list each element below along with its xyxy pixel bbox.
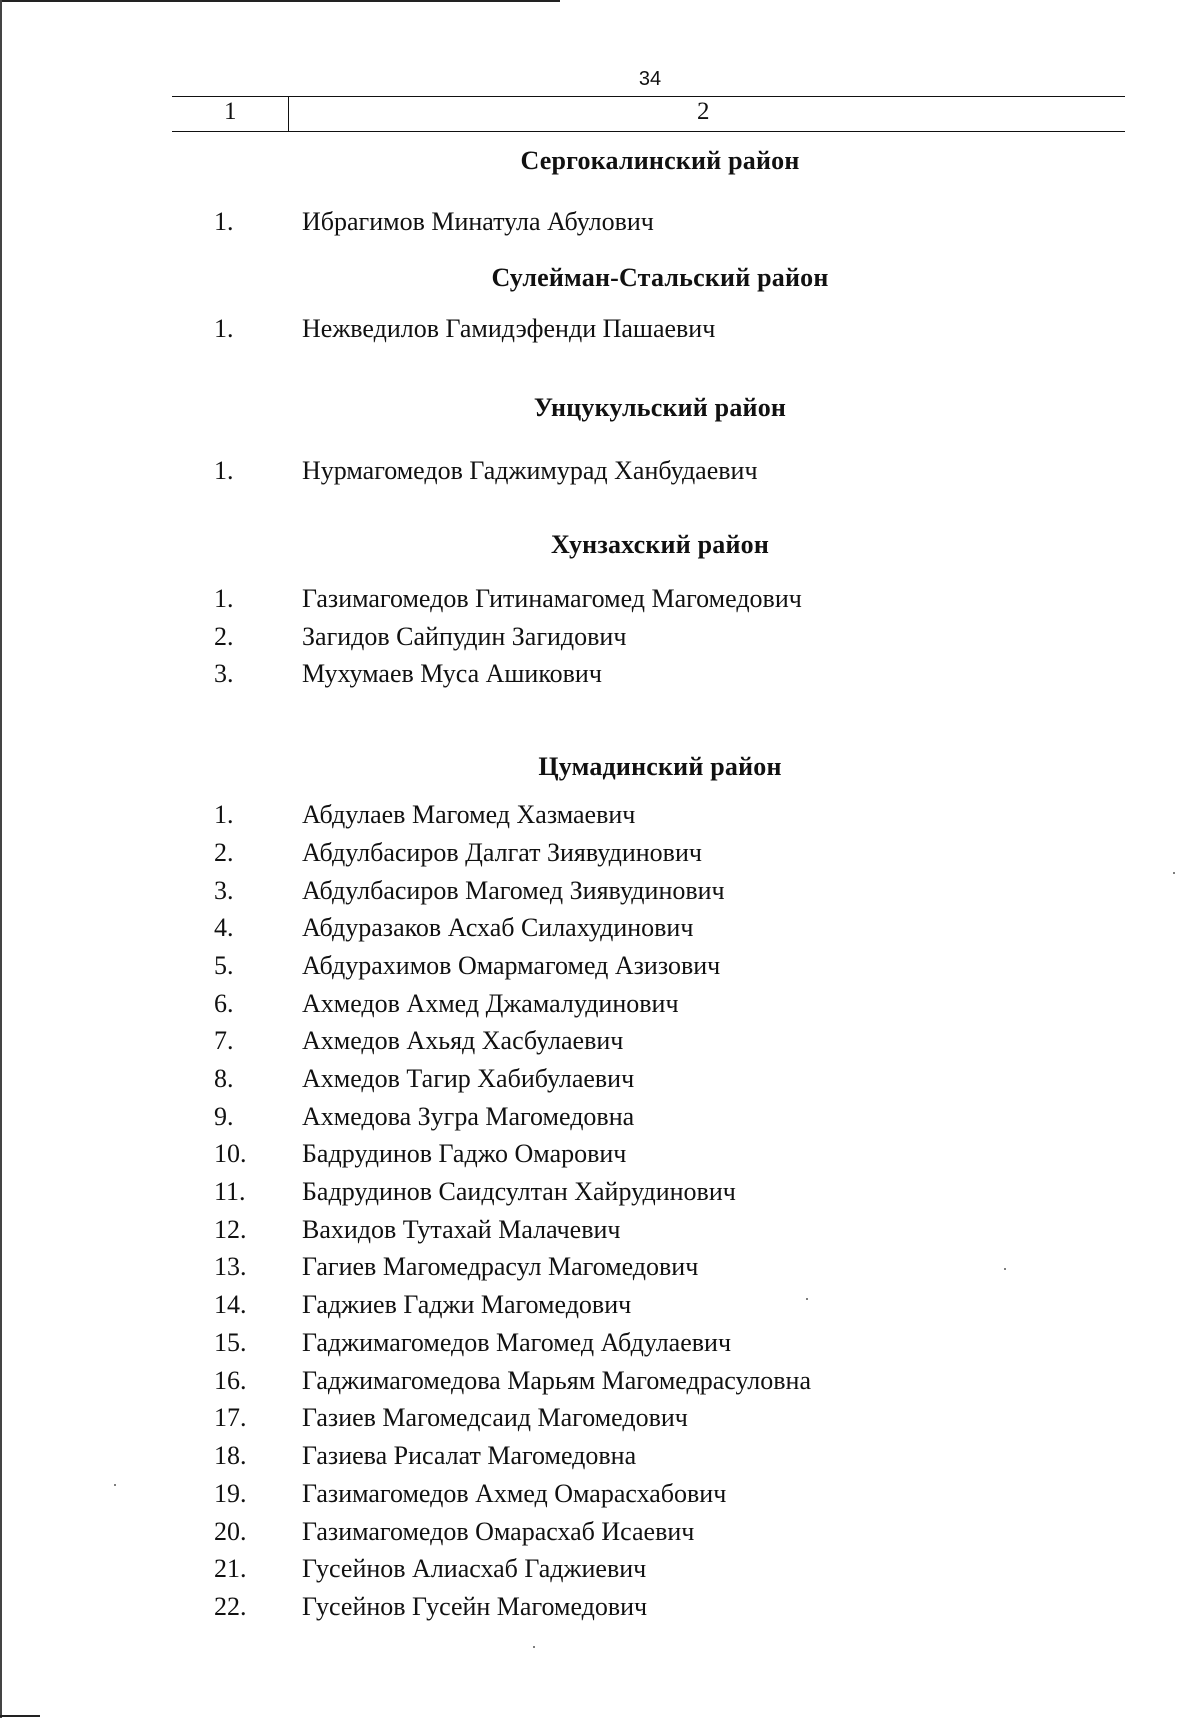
list-item-number: 16. [214, 1366, 247, 1395]
page-number: 34 [638, 68, 662, 90]
list-item [0, 1366, 1200, 1402]
list-item [0, 1215, 1200, 1251]
list-item-name: Абдурахимов Омармагомед Азизович [302, 951, 721, 980]
list-item-name: Абдулаев Магомед Хазмаевич [302, 800, 636, 829]
section-title: Унцукульский район [533, 393, 787, 422]
list-item-number: 14. [214, 1290, 247, 1319]
list-item-name: Гаджимагомедов Магомед Абдулаевич [302, 1328, 732, 1357]
section-title: Хунзахский район [550, 530, 770, 559]
list-item [0, 659, 1200, 695]
list-item-number: 11. [214, 1177, 246, 1206]
list-item-name: Абдулбасиров Магомед Зиявудинович [302, 876, 725, 905]
list-item [0, 1252, 1200, 1288]
list-item-number: 9. [214, 1102, 234, 1131]
list-item-name: Мухумаев Муса Ашикович [302, 659, 602, 689]
list-item-number: 15. [214, 1328, 247, 1357]
list-item [0, 876, 1200, 912]
list-item-number: 7. [214, 1026, 234, 1055]
column-1-header: 1 [224, 98, 237, 125]
list-item-number: 3. [214, 659, 234, 689]
list-item [0, 838, 1200, 874]
section-title: Цумадинский район [538, 752, 782, 781]
list-item-name: Ахмедов Ахмед Джамалудинович [302, 989, 679, 1018]
list-item-name: Нурмагомедов Гаджимурад Ханбудаевич [302, 456, 758, 485]
list-item-name: Вахидов Тутахай Малачевич [302, 1215, 621, 1244]
list-item [0, 1554, 1200, 1590]
list-item-number: 20. [214, 1517, 247, 1546]
column-2-header: 2 [697, 98, 710, 125]
list-item-number: 2. [214, 621, 234, 651]
list-item [0, 314, 1200, 350]
list-item [0, 1403, 1200, 1439]
list-item [0, 1102, 1200, 1138]
list-item [0, 1064, 1200, 1100]
list-item [0, 1479, 1200, 1515]
list-item-number: 1. [214, 584, 234, 613]
list-item-name: Газимагомедов Омарасхаб Исаевич [302, 1517, 695, 1546]
list-item-name: Бадрудинов Саидсултан Хайрудинович [302, 1177, 736, 1206]
list-item-name: Газиева Рисалат Магомедовна [302, 1441, 637, 1470]
list-item-number: 17. [214, 1403, 247, 1432]
list-item-name: Газимагомедов Ахмед Омарасхабович [302, 1479, 727, 1508]
list-item-name: Гусейнов Гусейн Магомедович [302, 1592, 648, 1621]
list-item-number: 3. [214, 876, 234, 905]
list-item-name: Гагиев Магомедрасул Магомедович [302, 1252, 699, 1281]
list-item [0, 800, 1200, 836]
list-item-number: 1. [214, 456, 234, 485]
section-title: Сулейман-Стальский район [491, 263, 829, 292]
list-item [0, 951, 1200, 987]
list-item [0, 622, 1200, 658]
list-item-name: Загидов Сайпудин Загидович [302, 621, 627, 651]
list-item [0, 1441, 1200, 1477]
list-item-name: Ахмедова Зугра Магомедовна [302, 1102, 635, 1131]
scan-speck [1173, 872, 1175, 874]
list-item [0, 1592, 1200, 1628]
list-item-number: 18. [214, 1441, 247, 1470]
list-item-name: Абдулбасиров Далгат Зиявудинович [302, 838, 702, 867]
list-item-name: Бадрудинов Гаджо Омарович [302, 1139, 627, 1168]
list-item [0, 1139, 1200, 1175]
list-item-number: 6. [214, 989, 234, 1018]
list-item-name: Гаджиев Гаджи Магомедович [302, 1290, 632, 1319]
list-item-number: 1. [214, 800, 234, 829]
scan-speck [114, 1484, 116, 1486]
list-item-number: 10. [214, 1139, 247, 1168]
list-item [0, 584, 1200, 620]
list-item-name: Газимагомедов Гитинамагомед Магомедович [302, 584, 802, 613]
list-item [0, 207, 1200, 243]
list-item [0, 1517, 1200, 1553]
list-item-name: Абдуразаков Асхаб Силахудинович [302, 913, 694, 942]
list-item-name: Гусейнов Алиасхаб Гаджиевич [302, 1554, 647, 1583]
list-item-number: 21. [214, 1554, 247, 1583]
list-item-number: 2. [214, 838, 234, 867]
list-item [0, 913, 1200, 949]
list-item-number: 8. [214, 1064, 234, 1093]
list-item-name: Ибрагимов Минатула Абулович [302, 207, 654, 236]
list-item-number: 13. [214, 1252, 247, 1281]
list-item-number: 22. [214, 1592, 247, 1621]
list-item-number: 1. [214, 207, 234, 236]
list-item-name: Ахмедов Тагир Хабибулаевич [302, 1064, 635, 1093]
list-item-number: 12. [214, 1215, 247, 1244]
list-item-number: 5. [214, 951, 234, 980]
list-item [0, 989, 1200, 1025]
list-item-name: Нежведилов Гамидэфенди Пашаевич [302, 314, 716, 343]
list-item-name: Гаджимагомедова Марьям Магомедрасуловна [302, 1366, 812, 1395]
scan-speck [1004, 1268, 1006, 1270]
scan-speck [806, 1298, 808, 1300]
list-item [0, 1026, 1200, 1062]
list-item-name: Ахмедов Ахьяд Хасбулаевич [302, 1026, 624, 1055]
list-item [0, 1177, 1200, 1213]
list-item [0, 1290, 1200, 1326]
list-item-number: 1. [214, 314, 234, 343]
list-item-number: 4. [214, 913, 234, 942]
scan-speck [533, 1646, 535, 1648]
list-item-name: Газиев Магомедсаид Магомедович [302, 1403, 688, 1432]
list-item [0, 1328, 1200, 1364]
list-item-number: 19. [214, 1479, 247, 1508]
list-item [0, 456, 1200, 492]
section-title: Сергокалинский район [520, 146, 800, 175]
